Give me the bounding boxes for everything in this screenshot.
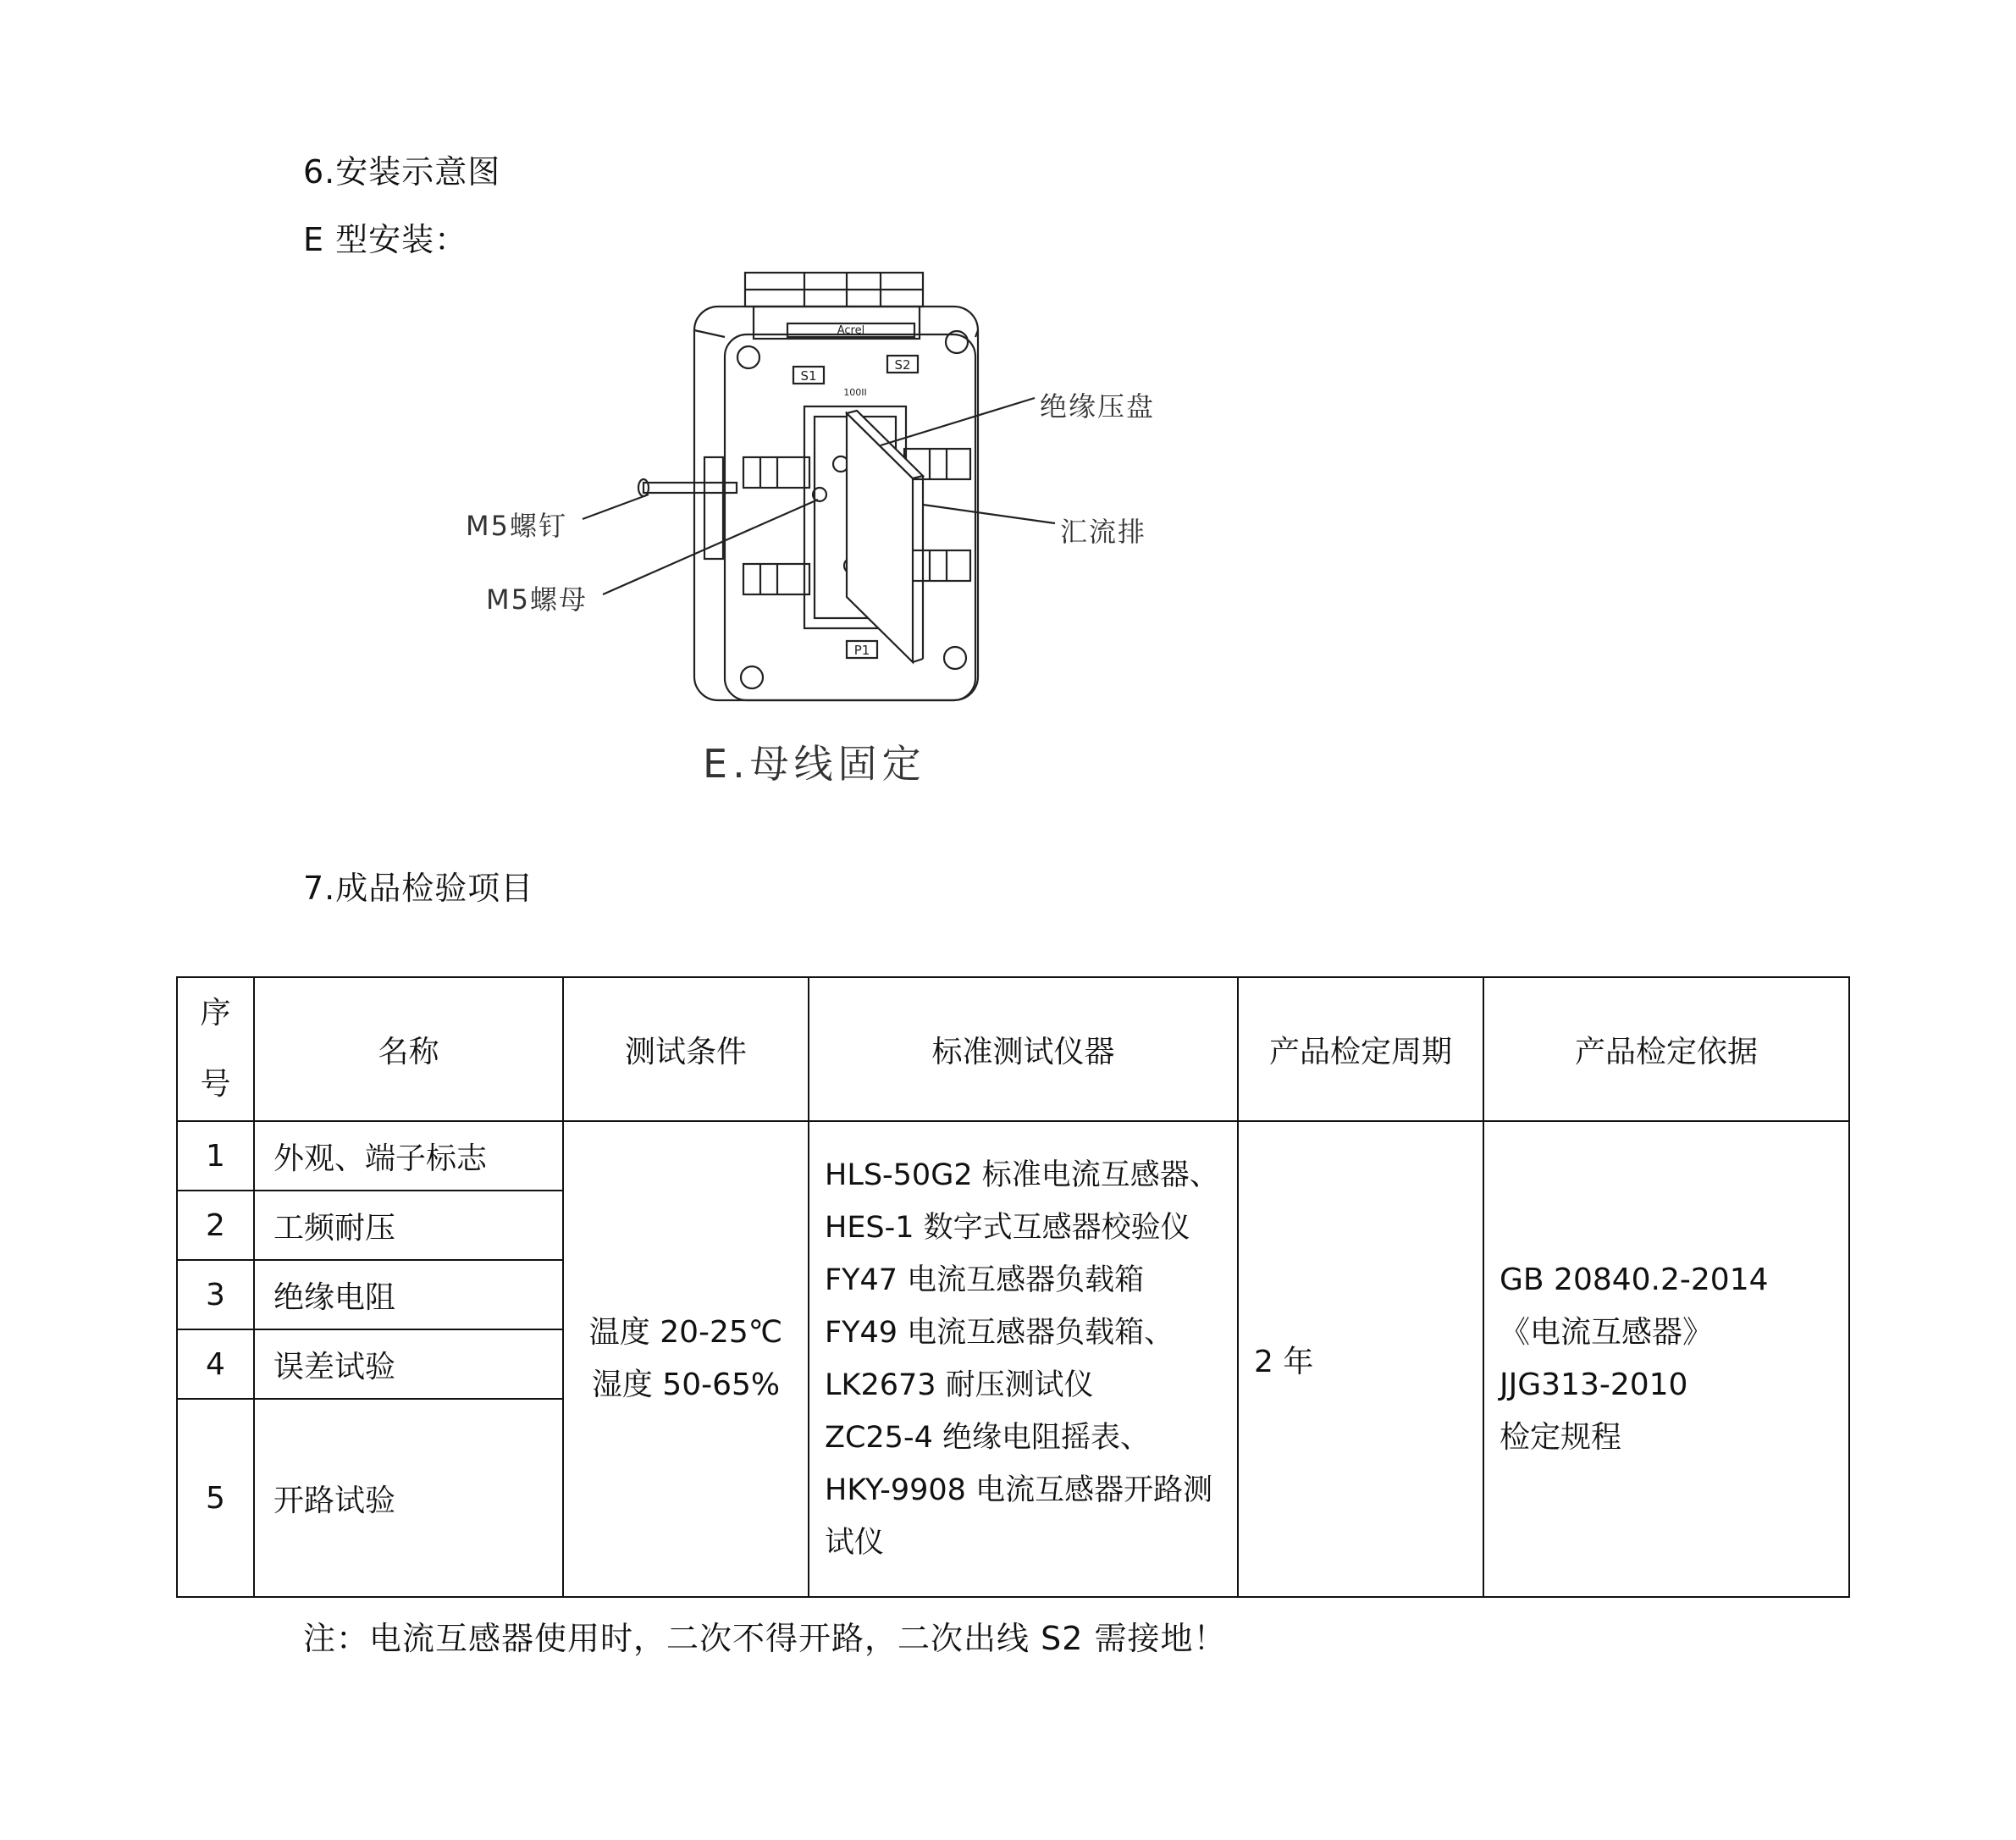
installation-type-label: E 型安装： [303, 221, 468, 258]
section-7-title: 7.成品检验项目 [303, 870, 534, 907]
row-name: 绝缘电阻 [254, 1260, 563, 1329]
row-name: 工频耐压 [254, 1191, 563, 1260]
table-row [177, 1121, 1849, 1191]
row-name: 开路试验 [254, 1399, 563, 1597]
row-seq: 4 [177, 1329, 254, 1399]
busbar [847, 413, 913, 662]
brand-logo: Acrel [837, 324, 865, 337]
row-name: 误差试验 [254, 1329, 563, 1399]
row-seq: 3 [177, 1260, 254, 1329]
section-6-title: 6.安装示意图 [303, 153, 501, 191]
header-period: 产品检定周期 [1238, 977, 1483, 1121]
figure-caption: E.母线固定 [703, 741, 926, 787]
header-instruments: 标准测试仪器 [809, 977, 1238, 1121]
header-seq: 序 号 [177, 977, 254, 1121]
period-cell: 2 年 [1238, 1121, 1483, 1597]
row-name: 外观、端子标志 [254, 1121, 563, 1191]
test-condition-cell: 温度 20-25℃ 湿度 50-65% [563, 1121, 809, 1597]
row-seq: 5 [177, 1399, 254, 1597]
header-condition: 测试条件 [563, 977, 809, 1121]
header-name: 名称 [254, 977, 563, 1121]
rating-label: 100II [843, 387, 867, 398]
terminal-s2-label: S2 [894, 357, 911, 373]
terminal-p1-label: P1 [853, 643, 870, 658]
row-seq: 2 [177, 1191, 254, 1260]
callout-m5-screw: M5螺钉 [466, 510, 567, 542]
row-seq: 1 [177, 1121, 254, 1191]
table-header-row [177, 977, 1849, 1121]
ct-housing [694, 307, 978, 700]
inspection-table [176, 976, 1850, 1598]
basis-cell: GB 20840.2-2014 《电流互感器》 JJG313-2010 检定规程 [1483, 1121, 1849, 1597]
header-basis: 产品检定依据 [1483, 977, 1849, 1121]
callout-insulation-disc: 绝缘压盘 [1040, 390, 1156, 423]
callout-m5-nut: M5螺母 [486, 583, 588, 616]
terminal-s1-label: S1 [800, 368, 817, 384]
safety-note: 注：电流互感器使用时，二次不得开路，二次出线 S2 需接地！ [303, 1620, 1227, 1657]
instruments-cell: HLS-50G2 标准电流互感器、 HES-1 数字式互感器校验仪 FY47 电流互感器负载箱 FY49 电流互感器负载箱、 LK2673 耐压测试仪 ZC25-4 绝缘电阻摇表、 HKY-9908 电流互感器开路测 试仪 [809, 1121, 1238, 1597]
callout-busbar: 汇流排 [1060, 516, 1147, 548]
